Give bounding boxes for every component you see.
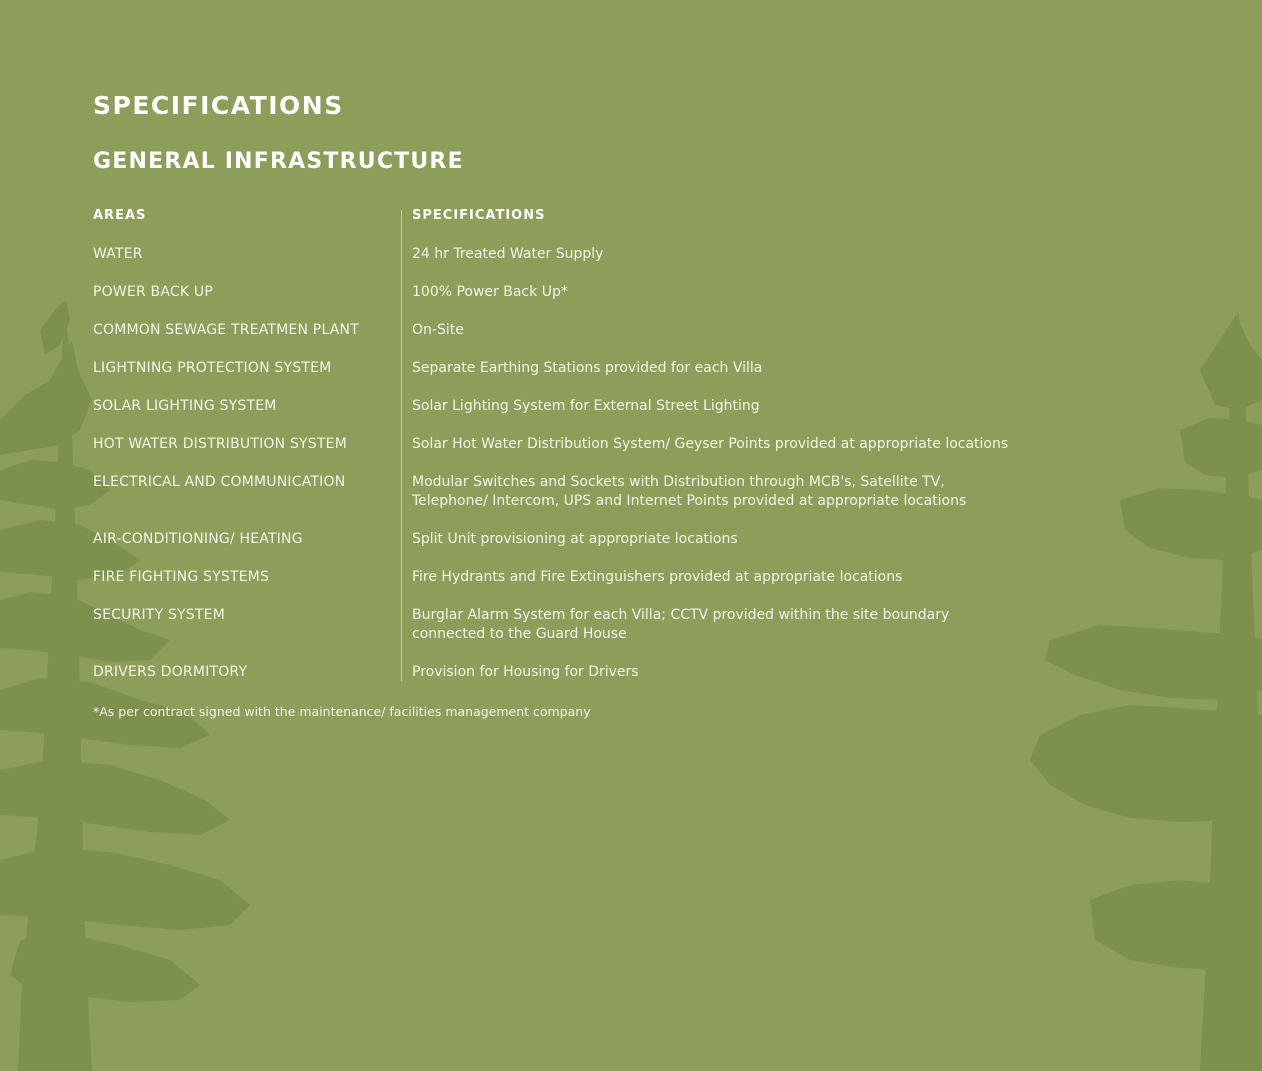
spec-power-back-up: 100% Power Back Up* (412, 284, 568, 300)
footnote: *As per contract signed with the maintenance/ facilities management company (93, 704, 591, 719)
column-divider (401, 210, 402, 681)
specifications-column-header: SPECIFICATIONS (412, 208, 546, 223)
spec-electrical-and-communication-line-1: Modular Switches and Sockets with Distribution through MCB's, Satellite TV, (412, 474, 945, 490)
area-security-system: SECURITY SYSTEM (93, 607, 225, 623)
area-solar-lighting-system: SOLAR LIGHTING SYSTEM (93, 398, 277, 414)
spec-fire-fighting-systems: Fire Hydrants and Fire Extinguishers provided at appropriate locations (412, 569, 903, 585)
page-title: SPECIFICATIONS (93, 91, 344, 120)
area-hot-water-distribution-system: HOT WATER DISTRIBUTION SYSTEM (93, 436, 347, 452)
spec-lightning-protection-system: Separate Earthing Stations provided for each Villa (412, 360, 763, 376)
spec-common-sewage-treatment-plant: On-Site (412, 322, 464, 338)
area-drivers-dormitory: DRIVERS DORMITORY (93, 664, 248, 680)
area-lightning-protection-system: LIGHTNING PROTECTION SYSTEM (93, 360, 332, 376)
section-title: GENERAL INFRASTRUCTURE (93, 149, 464, 174)
spec-security-system-line-2: connected to the Guard House (412, 626, 627, 642)
areas-column-header: AREAS (93, 208, 147, 223)
area-power-back-up: POWER BACK UP (93, 284, 213, 300)
area-common-sewage-treatment-plant: COMMON SEWAGE TREATMEN PLANT (93, 322, 359, 338)
area-water: WATER (93, 246, 143, 262)
spec-solar-lighting-system: Solar Lighting System for External Street Lighting (412, 398, 760, 414)
spec-electrical-and-communication-line-2: Telephone/ Intercom, UPS and Internet Points provided at appropriate locations (412, 493, 967, 509)
area-air-conditioning-heating: AIR-CONDITIONING/ HEATING (93, 531, 303, 547)
spec-drivers-dormitory: Provision for Housing for Drivers (412, 664, 639, 680)
area-fire-fighting-systems: FIRE FIGHTING SYSTEMS (93, 569, 270, 585)
spec-hot-water-distribution-system: Solar Hot Water Distribution System/ Geyser Points provided at appropriate locations (412, 436, 1009, 452)
spec-water: 24 hr Treated Water Supply (412, 246, 604, 262)
spec-air-conditioning-heating: Split Unit provisioning at appropriate locations (412, 531, 738, 547)
spec-security-system-line-1: Burglar Alarm System for each Villa; CCTV provided within the site boundary (412, 607, 950, 623)
area-electrical-and-communication: ELECTRICAL AND COMMUNICATION (93, 474, 346, 490)
